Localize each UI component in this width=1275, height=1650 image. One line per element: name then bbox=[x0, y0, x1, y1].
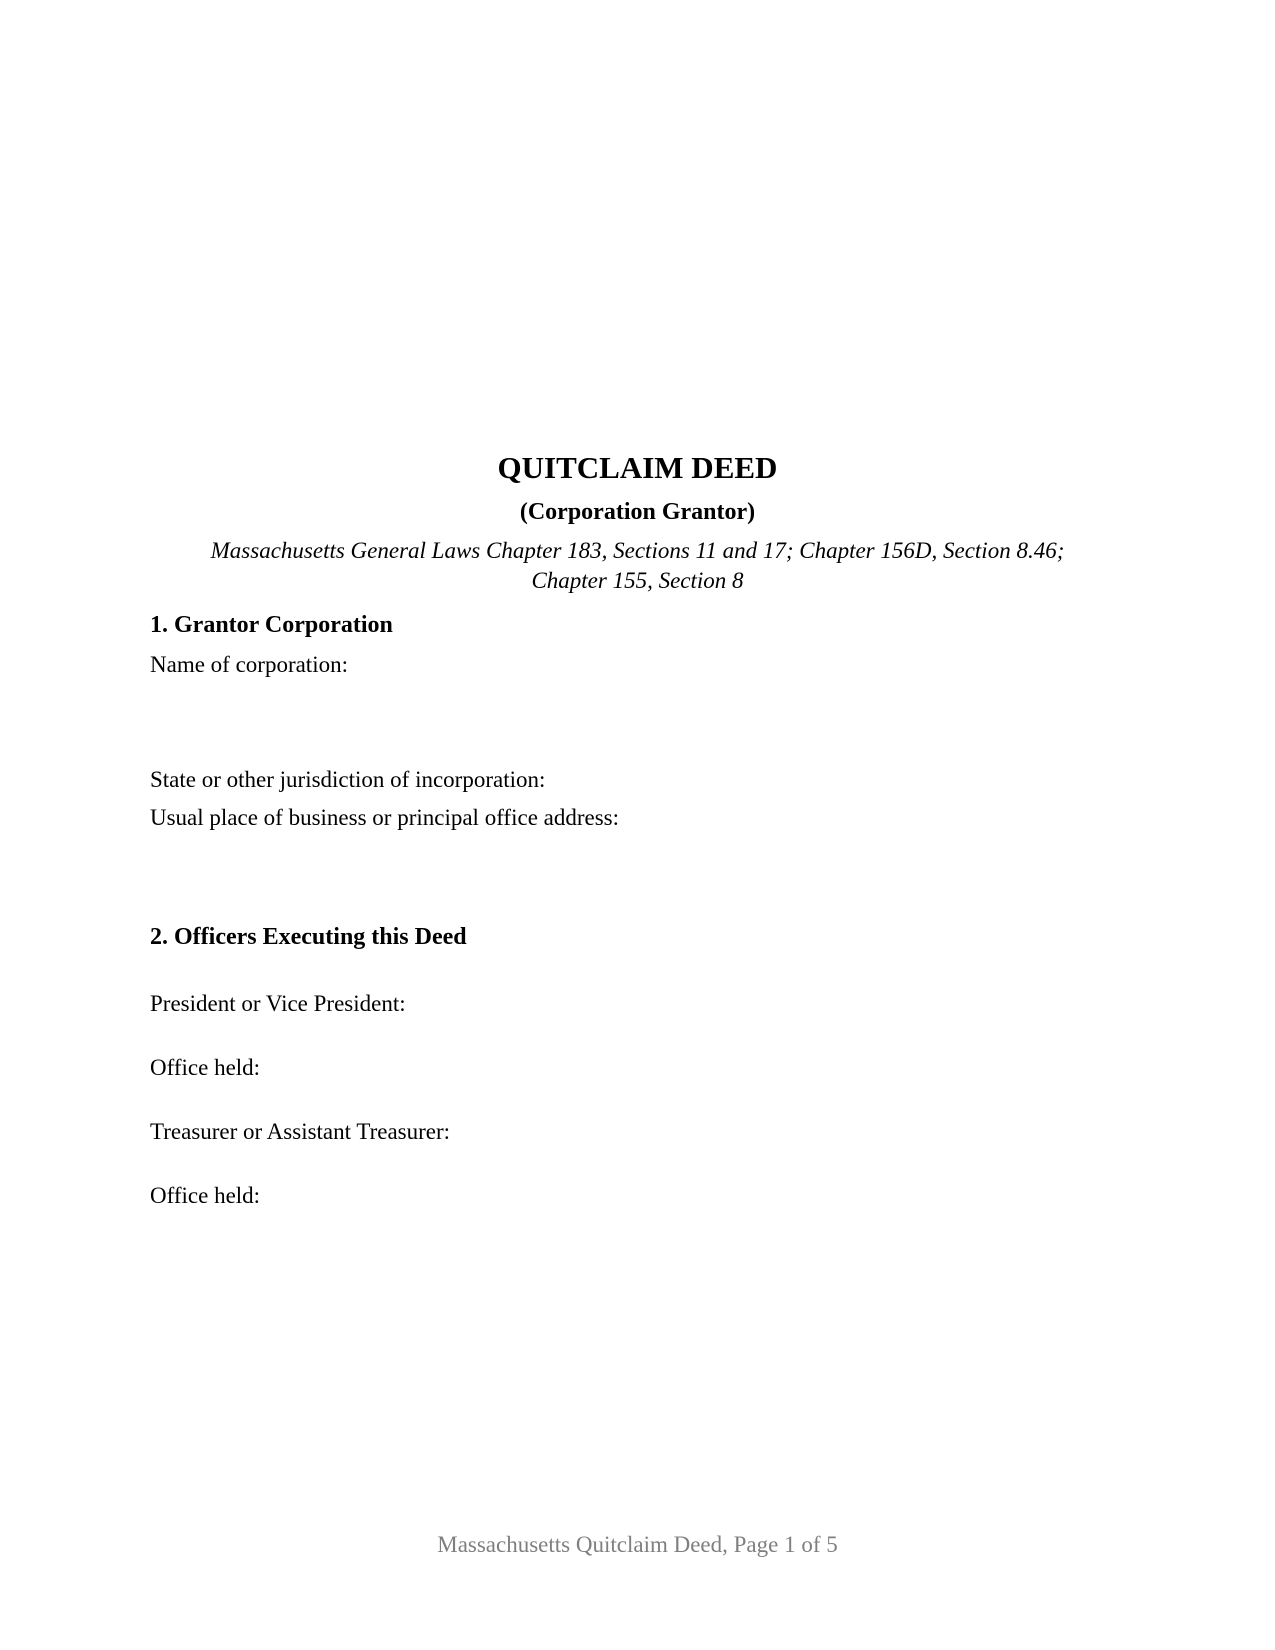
page-footer: Massachusetts Quitclaim Deed, Page 1 of 5 bbox=[437, 1532, 838, 1557]
business-address-label: Usual place of business or principal office address: bbox=[150, 805, 620, 830]
document-subtitle: (Corporation Grantor) bbox=[519, 499, 756, 525]
office-held-label-2: Office held: bbox=[150, 1183, 261, 1208]
section-2-heading: 2. Officers Executing this Deed bbox=[150, 924, 467, 950]
statute-citation-line-1: Massachusetts General Laws Chapter 183, Sections 11 and 17; Chapter 156D, Section 8.46; bbox=[210, 538, 1065, 563]
corporation-name-label: Name of corporation: bbox=[150, 652, 348, 677]
treasurer-label: Treasurer or Assistant Treasurer: bbox=[150, 1119, 451, 1144]
jurisdiction-label: State or other jurisdiction of incorporation: bbox=[150, 767, 546, 792]
president-label: President or Vice President: bbox=[150, 991, 406, 1016]
office-held-label-1: Office held: bbox=[150, 1055, 261, 1080]
document-title: QUITCLAIM DEED bbox=[497, 450, 778, 485]
statute-citation-line-2: Chapter 155, Section 8 bbox=[531, 568, 744, 593]
section-1-heading: 1. Grantor Corporation bbox=[150, 612, 393, 638]
